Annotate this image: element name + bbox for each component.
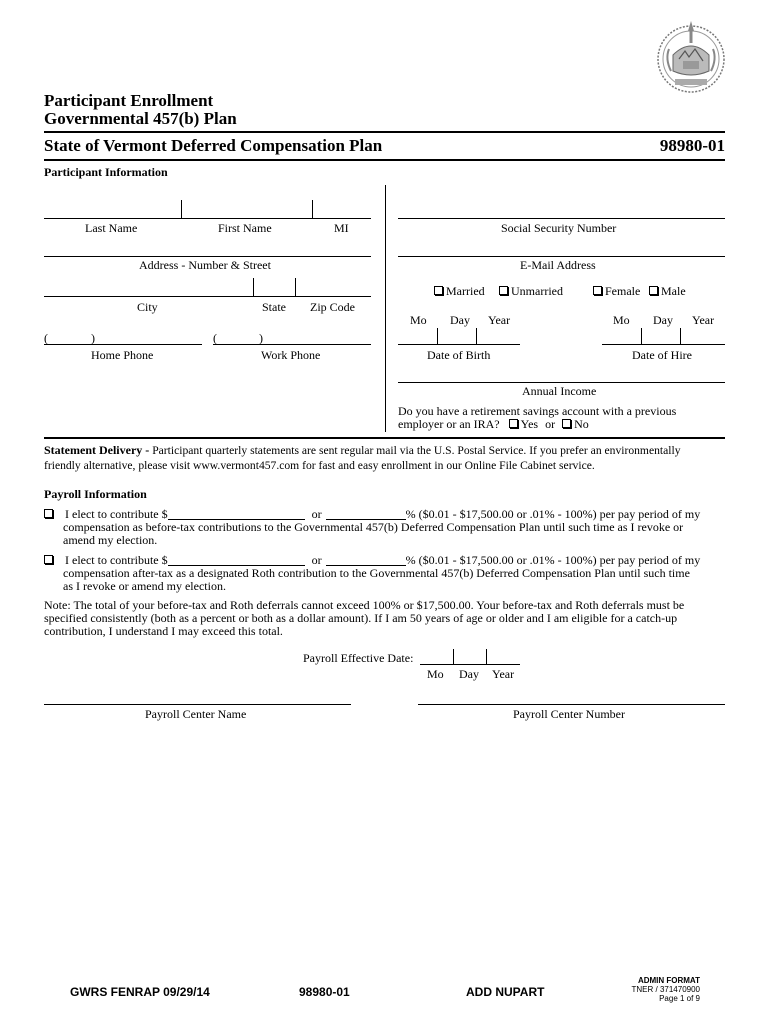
- tick: [312, 200, 313, 218]
- tick: [295, 278, 296, 296]
- email-field[interactable]: [398, 256, 725, 257]
- city-label: City: [137, 300, 158, 314]
- married-checkbox[interactable]: [434, 286, 443, 295]
- footer-add-nupart: ADD NUPART: [466, 985, 545, 999]
- tick: [437, 328, 438, 344]
- annual-income-label: Annual Income: [522, 384, 597, 398]
- effective-date-label: Payroll Effective Date:: [303, 651, 414, 665]
- doh-mo-label: Mo: [613, 313, 630, 327]
- email-label: E-Mail Address: [520, 258, 596, 272]
- city-state-zip-field[interactable]: [44, 296, 371, 297]
- payroll-section-title: Payroll Information: [44, 487, 147, 501]
- tick: [453, 649, 454, 664]
- statement-label: Statement Delivery -: [44, 443, 150, 457]
- roth-range: % ($0.01 - $17,500.00 or .01% - 100%) per pay period of my: [405, 553, 701, 567]
- effective-mo-label: Mo: [427, 667, 444, 681]
- married-option[interactable]: [434, 284, 485, 298]
- effective-day-label: Day: [459, 667, 479, 681]
- roth-percent-field[interactable]: [326, 554, 406, 566]
- roth-checkbox[interactable]: [44, 555, 53, 564]
- roth-dollar-field[interactable]: [168, 554, 305, 566]
- form-title: Participant Enrollment: [44, 91, 214, 110]
- header-rule-top: [44, 131, 725, 133]
- ira-yes-checkbox[interactable]: [509, 419, 518, 428]
- home-phone-label: Home Phone: [91, 348, 154, 362]
- payroll-center-number-field[interactable]: [418, 704, 725, 705]
- male-label: Male: [661, 284, 686, 298]
- pretax-dollar-field[interactable]: [168, 508, 305, 520]
- tick: [476, 328, 477, 344]
- ira-question-line2: [398, 417, 589, 431]
- address-field[interactable]: [44, 256, 371, 257]
- payroll-center-name-field[interactable]: [44, 704, 351, 705]
- pretax-range: % ($0.01 - $17,500.00 or .01% - 100%) per pay period of my: [405, 507, 701, 521]
- tick: [181, 200, 182, 218]
- doh-field[interactable]: [602, 344, 725, 345]
- roth-or: or: [311, 553, 322, 567]
- name-field[interactable]: [44, 218, 371, 219]
- plan-name: State of Vermont Deferred Compensation Plan: [44, 136, 383, 155]
- male-option[interactable]: [649, 284, 686, 298]
- tick: [486, 649, 487, 664]
- married-label: Married: [446, 284, 485, 298]
- roth-prefix: I elect to contribute $: [65, 553, 168, 567]
- ira-question-line1: Do you have a retirement savings account with a previous: [398, 404, 677, 418]
- annual-income-field[interactable]: [398, 382, 725, 383]
- statement-rule: [44, 437, 725, 439]
- ira-yes-label: Yes: [520, 417, 539, 431]
- first-name-label: First Name: [218, 221, 272, 235]
- work-phone-field[interactable]: [213, 344, 371, 345]
- footer-form-code: GWRS FENRAP 09/29/14: [70, 985, 210, 999]
- unmarried-option[interactable]: [499, 284, 563, 298]
- roth-line2: compensation after-tax as a designated Roth contribution to the Governmental 457(b) Deferred Compensation Plan until such time: [63, 566, 690, 580]
- effective-year-label: Year: [492, 667, 515, 681]
- unmarried-checkbox[interactable]: [499, 286, 508, 295]
- ira-or-label: or: [545, 417, 556, 431]
- tick: [253, 278, 254, 296]
- participant-section-title: Participant Information: [44, 165, 168, 179]
- doh-year-label: Year: [692, 313, 715, 327]
- payroll-center-number-label: Payroll Center Number: [513, 707, 625, 721]
- plan-number: 98980-01: [659, 136, 725, 155]
- work-phone-paren-open: (: [213, 331, 217, 345]
- note-line1: Note: The total of your before-tax and Roth deferrals cannot exceed 100% or $17,500.00. Your before-tax and Roth deferrals must be: [44, 598, 685, 612]
- footer-page-number: Page 1 of 9: [659, 994, 700, 1003]
- note-line3: contribution, I understand I may exceed this total.: [44, 624, 283, 638]
- ssn-field[interactable]: [398, 218, 725, 219]
- header-rule-bottom: [44, 159, 725, 161]
- tick: [641, 328, 642, 344]
- doh-day-label: Day: [653, 313, 673, 327]
- doh-label: Date of Hire: [632, 348, 692, 362]
- dob-day-label: Day: [450, 313, 470, 327]
- pretax-percent-field[interactable]: [326, 508, 406, 520]
- ira-no-label: No: [574, 417, 589, 431]
- dob-label: Date of Birth: [427, 348, 491, 362]
- female-label: Female: [605, 284, 641, 298]
- pretax-line3: amend my election.: [63, 533, 158, 547]
- pretax-line2: compensation as before-tax contributions to the Governmental 457(b) Deferred Compensation Plan until such time as I revoke or: [63, 520, 684, 534]
- last-name-label: Last Name: [85, 221, 138, 235]
- female-checkbox[interactable]: [593, 286, 602, 295]
- effective-date-field[interactable]: [420, 664, 520, 665]
- footer-admin-format: ADMIN FORMAT: [637, 976, 700, 985]
- state-label: State: [262, 300, 286, 314]
- payroll-center-name-label: Payroll Center Name: [145, 707, 247, 721]
- ira-no-checkbox[interactable]: [562, 419, 571, 428]
- dob-mo-label: Mo: [410, 313, 427, 327]
- roth-line3: as I revoke or amend my election.: [63, 579, 226, 593]
- form-subtitle: Governmental 457(b) Plan: [44, 109, 237, 128]
- male-checkbox[interactable]: [649, 286, 658, 295]
- pretax-or: or: [311, 507, 322, 521]
- home-phone-paren-close: ): [91, 331, 95, 345]
- footer-plan-number: 98980-01: [299, 985, 350, 999]
- dob-year-label: Year: [488, 313, 511, 327]
- dob-field[interactable]: [398, 344, 520, 345]
- zip-label: Zip Code: [310, 300, 355, 314]
- ira-question-text: employer or an IRA?: [398, 417, 500, 431]
- pretax-checkbox[interactable]: [44, 509, 53, 518]
- home-phone-paren-open: (: [44, 331, 48, 345]
- work-phone-paren-close: ): [259, 331, 263, 345]
- statement-delivery: [44, 444, 728, 458]
- roth-election-row: [44, 553, 700, 567]
- center-divider: [385, 185, 386, 432]
- note-line2: specified consistently (both as a percent or both as a dollar amount). If I am 50 years of age or older and I am eligible for a catch-up: [44, 611, 678, 625]
- work-phone-label: Work Phone: [261, 348, 321, 362]
- address-label: Address - Number & Street: [139, 258, 271, 272]
- home-phone-field[interactable]: [44, 344, 202, 345]
- pretax-prefix: I elect to contribute $: [65, 507, 168, 521]
- unmarried-label: Unmarried: [511, 284, 563, 298]
- ssn-label: Social Security Number: [501, 221, 617, 235]
- female-option[interactable]: [593, 284, 640, 298]
- vermont-state-seal-icon: [655, 15, 727, 95]
- statement-text-1: Participant quarterly statements are sent regular mail via the U.S. Postal Service. If you prefer an environmentally: [149, 444, 681, 457]
- mi-label: MI: [334, 221, 349, 235]
- footer-tner: TNER / 371470900: [631, 985, 700, 994]
- tick: [680, 328, 681, 344]
- pretax-election-row: [44, 507, 700, 521]
- statement-text-2: friendly alternative, please visit www.vermont457.com for fast and easy enrollment in our Online File Cabinet service.: [44, 459, 595, 472]
